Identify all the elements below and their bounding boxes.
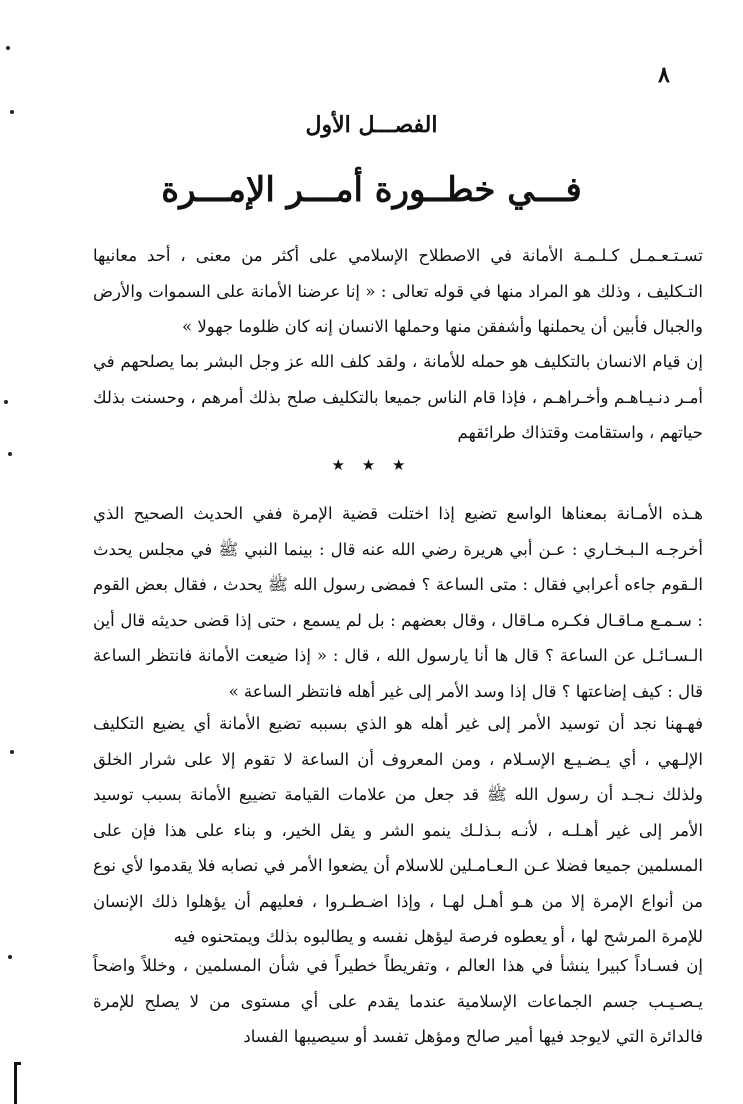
- paragraph-5: إن فسـاداً كبيرا ينشأ في هذا العالم ، وتفريطاً خطيراً في شأن المسلمين ، وخللاً واضحاً يـصـيـب جسم الجماعات الإسلامية عندما يقدم على أي مستوى من لا يصلح للإمرة فالدائرة التي لايوجد فيها أمير صالح ومؤهل تفسد أو سيصيبها الفساد: [93, 956, 703, 1046]
- scan-mark: [10, 110, 14, 114]
- scan-mark: [10, 750, 14, 754]
- page-number: ٨: [658, 62, 670, 88]
- section-divider: ★ ★ ★: [331, 456, 412, 474]
- chapter-title: فـــي خطــورة أمـــر الإمـــرة: [161, 170, 582, 210]
- paragraph-3: هـذه الأمـانة بمعناها الواسع تضيع إذا اختلت قضية الإمرة ففي الحديث الصحيح الذي أخرجـه الـبـخـاري : عـن أبي هريرة رضي الله عنه قال : بينما النبي ﷺ في مجلس يحدث الـقوم جاءه أعرابي فقال : متى الساعة ؟ فمضى رسول الله ﷺ يحدث ، فقال بعض القوم : سـمـع مـاقـال فكـره مـاقال ، وقال بعضهم : بل لم يسمع ، حتى إذا قضى حديثه قال أين الـسـائـل عن الساعة ؟ قال ها أنا يارسول الله ، قال : « إذا ضيعت الأمانة فانتظر الساعة قال : كيف إضاعتها ؟ قال إذا وسد الأمر إلى غير أهله فانتظر الساعة »: [93, 504, 703, 701]
- scan-mark: [8, 955, 12, 959]
- scan-mark: [6, 46, 10, 50]
- scan-mark: [4, 400, 8, 404]
- scan-mark: [8, 452, 12, 456]
- scan-bracket: [14, 1062, 21, 1104]
- paragraph-4: فهـهنا نجد أن توسيد الأمر إلى غير أهله هو الذي بسببه تضيع الأمانة أي يضيع التكليف الإلـهي ، أي يـضـيـع الإسـلام ، ومن المعروف أن الساعة لا تقوم إلا على شرار الخلق ولذلك نـجـد أن رسول الله ﷺ قد جعل من علامات القيامة تضييع الأمانة بسبب توسيد الأمر إلى غير أهـلـه ، لأنـه بـذلـك ينمو الشر و يقل الخير، و بناء على هذا فإن على المسلمين جميعا فضلا عـن الـعـامـلين للاسلام أن يضعوا الأمر في نصابه فلا يقدموا لأي نوع من أنواع الإمرة إلا من هـو أهـل لهـا ، وإذا اضـطـروا ، فعليهم أن يؤهلوا ذلك الإنسان للإمرة المرشح لها ، أو يعطوه فرصة ليؤهل نفسه و يطالبوه بذلك ويمتحنوه فيه: [93, 714, 703, 946]
- paragraph-1: تسـتـعـمـل كـلـمـة الأمانة في الاصطلاح الإسلامي على أكثر من معنى ، أحد معانيها التـكليف ، وذلك هو المراد منها في قوله تعالى : « إنا عرضنا الأمانة على السموات والأرض والجبال فأبين أن يحملنها وأشفقن منها وحملها الانسان إنه كان ظلوما جهولا »: [93, 246, 703, 336]
- paragraph-2: إن قيام الانسان بالتكليف هو حمله للأمانة ، ولقد كلف الله عز وجل البشر بما يصلحهم في أمـر دنـيـاهـم وأخـراهـم ، فإذا قام الناس جميعا بالتكليف صلح بذلك أمرهم ، وحسنت بذلك حياتهم ، واستقامت وقتذاك طرائقهم: [93, 352, 703, 442]
- chapter-heading: الفصـــل الأول: [305, 112, 438, 138]
